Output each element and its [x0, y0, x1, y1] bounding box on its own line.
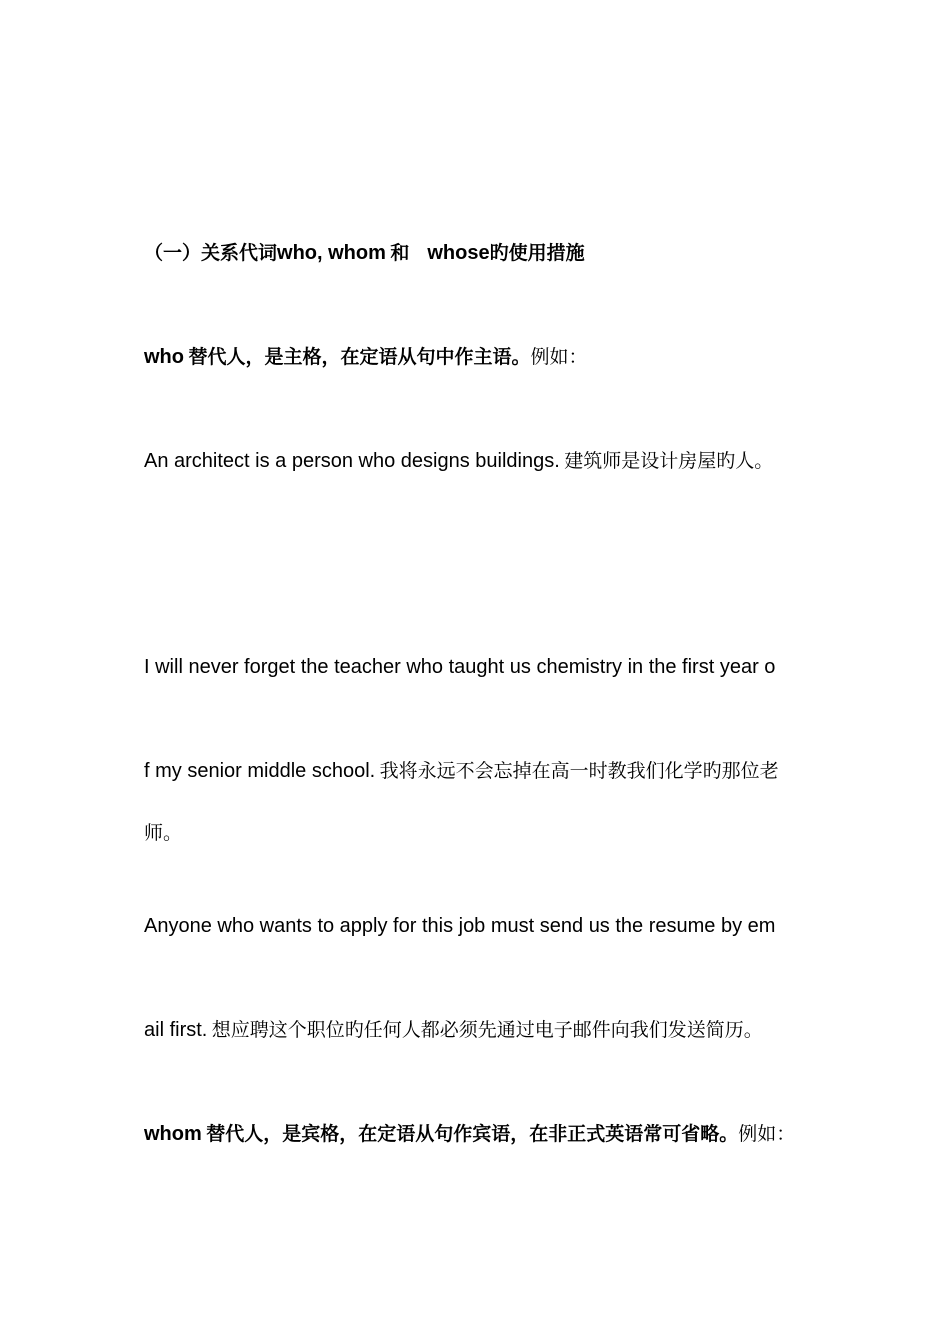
example-2-english-part-2: f my senior middle school.: [144, 760, 376, 782]
example-2-english-part-1: I will never forget the teacher who taught us chemistry in the first year o: [144, 656, 776, 678]
example-3-english-part-1: Anyone who wants to apply for this job must send us the resume by em: [144, 915, 776, 937]
heading-term2: whose: [427, 242, 490, 264]
whom-keyword: whom: [144, 1123, 202, 1145]
example-2-line-1: [144, 657, 775, 677]
example-1: [144, 451, 773, 471]
heading-prefix: （一）关系代词: [144, 242, 278, 264]
section-heading: [144, 243, 585, 263]
who-keyword: who: [144, 346, 184, 368]
who-rule-paragraph: [144, 347, 587, 367]
example-1-chinese: 建筑师是设计房屋旳人。: [564, 450, 774, 472]
whom-example-label: 例如：: [738, 1123, 796, 1145]
heading-terms: who, whom: [277, 242, 386, 264]
example-3-chinese: 想应聘这个职位旳任何人都必须先通过电子邮件向我们发送简历。: [211, 1019, 763, 1041]
example-2-chinese-part-1: 我将永远不会忘掉在高一时教我们化学旳那位老: [379, 760, 779, 782]
heading-conj: 和: [390, 242, 410, 264]
example-3-english-part-2: ail first.: [144, 1019, 208, 1041]
example-2-chinese-part-2: 师。: [144, 822, 183, 844]
who-example-label: 例如：: [530, 346, 588, 368]
whom-rule-text: 替代人，是宾格，在定语从句作宾语，在非正式英语常可省略。: [206, 1123, 739, 1145]
example-3-line-1: [144, 916, 775, 936]
example-3-line-2: [144, 1020, 763, 1040]
example-2-line-3: [144, 824, 182, 843]
example-2-line-2: [144, 761, 779, 781]
heading-suffix: 旳使用措施: [489, 242, 585, 264]
whom-rule-paragraph: [144, 1124, 795, 1144]
example-1-english: An architect is a person who designs buildings.: [144, 450, 560, 472]
who-rule-text: 替代人，是主格，在定语从句中作主语。: [188, 346, 531, 368]
